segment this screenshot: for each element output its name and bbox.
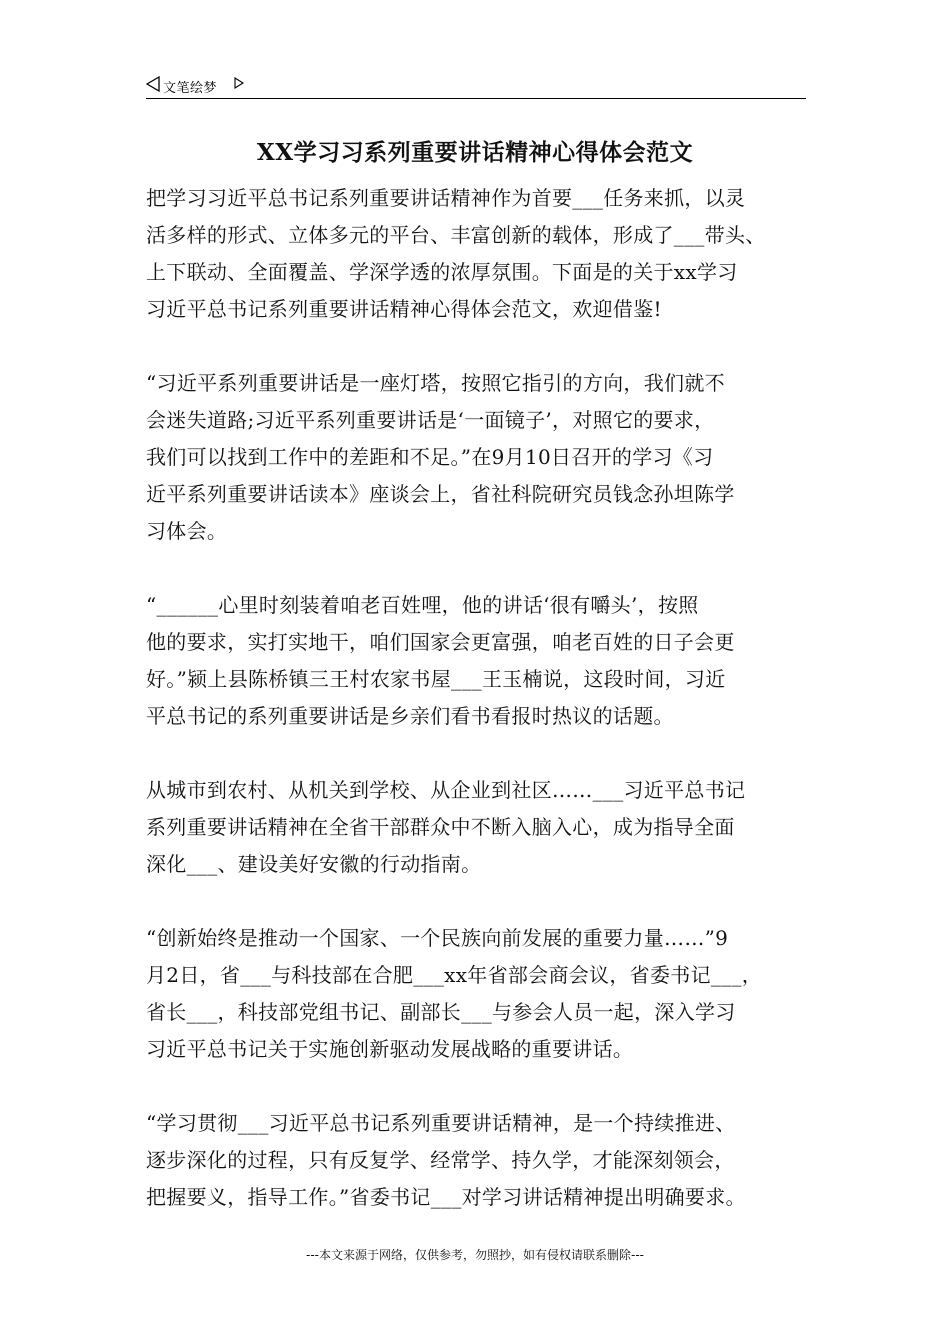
text-line: 省长___，科技部党组书记、副部长___与参会人员一起，深入学习 xyxy=(146,1000,736,1024)
text-line: 会迷失道路;习近平系列重要讲话是‘一面镜子’，对照它的要求， xyxy=(146,408,715,432)
text-line: “习近平系列重要讲话是一座灯塔，按照它指引的方向，我们就不 xyxy=(146,371,725,395)
text-line: 习近平总书记系列重要讲话精神心得体会范文，欢迎借鉴! xyxy=(146,297,662,321)
text-line: 月2日，省___与科技部在合肥___xx年省部会商会议，省委书记___， xyxy=(146,963,763,987)
paragraph xyxy=(146,772,818,883)
text-line: 平总书记的系列重要讲话是乡亲们看书看报时热议的话题。 xyxy=(146,704,674,728)
text-line: 习近平总书记关于实施创新驱动发展战略的重要讲话。 xyxy=(146,1037,634,1061)
text-line: 好。”颍上县陈桥镇三王村农家书屋___王玉楠说，这段时间，习近 xyxy=(146,667,726,691)
text-line: 活多样的形式、立体多元的平台、丰富创新的载体，形成了___带头、 xyxy=(146,223,766,247)
text-line: “创新始终是推动一个国家、一个民族向前发展的重要力量……”9 xyxy=(146,926,729,950)
text-line: 他的要求，实打实地干，咱们国家会更富强，咱老百姓的日子会更 xyxy=(146,630,735,654)
paragraph xyxy=(146,920,818,1068)
document-title: XX学习习系列重要讲话精神心得体会范文 xyxy=(256,139,694,166)
text-line: 从城市到农村、从机关到学校、从企业到社区……___习近平总书记 xyxy=(146,778,746,802)
text-line: “______心里时刻装着咱老百姓哩，他的讲话‘很有嚼头’，按照 xyxy=(146,593,699,617)
text-line: 我们可以找到工作中的差距和不足。”在9月10日召开的学习《习 xyxy=(146,445,714,469)
text-line: 逐步深化的过程，只有反复学、经常学、持久学，才能深刻领会， xyxy=(146,1148,735,1172)
text-line: 把学习习近平总书记系列重要讲话精神作为首要___任务来抓，以灵 xyxy=(146,186,746,210)
header-brand: 文笔绘梦 xyxy=(163,81,218,96)
text-line: 深化___、建设美好安徽的行动指南。 xyxy=(146,852,482,876)
paragraph xyxy=(146,1105,818,1216)
triangle-left-icon xyxy=(146,76,160,92)
text-line: 上下联动、全面覆盖、学深学透的浓厚氛围。下面是的关于xx学习 xyxy=(146,260,738,284)
document-body xyxy=(146,180,818,1253)
text-line: “学习贯彻___习近平总书记系列重要讲话精神，是一个持续推进、 xyxy=(146,1111,736,1135)
page-footer: ---本文来源于网络，仅供参考，勿照抄，如有侵权请联系删除--- xyxy=(306,1248,644,1262)
paragraph xyxy=(146,587,818,735)
triangle-right-icon xyxy=(234,77,244,89)
paragraph xyxy=(146,365,818,550)
text-line: 习体会。 xyxy=(146,519,228,543)
page-header xyxy=(146,74,806,99)
text-line: 把握要义，指导工作。”省委书记___对学习讲话精神提出明确要求。 xyxy=(146,1185,746,1209)
paragraph xyxy=(146,180,818,328)
text-line: 近平系列重要讲话读本》座谈会上，省社科院研究员钱念孙坦陈学 xyxy=(146,482,735,506)
text-line: 系列重要讲话精神在全省干部群众中不断入脑入心，成为指导全面 xyxy=(146,815,735,839)
